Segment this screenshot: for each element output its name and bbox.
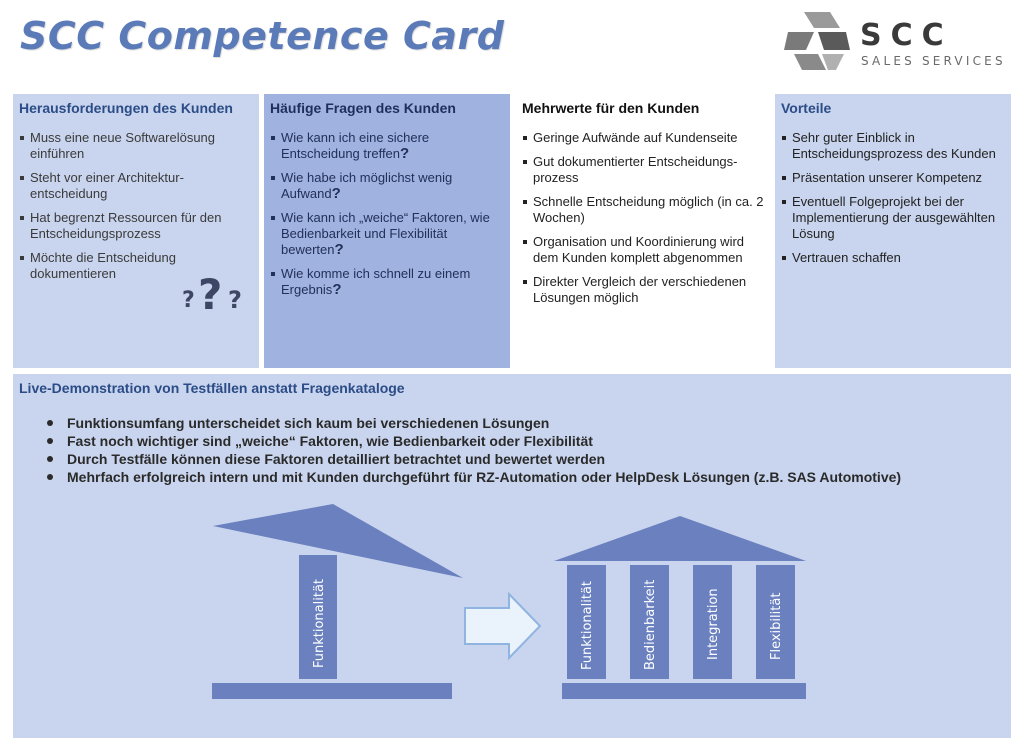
list-item — [270, 170, 504, 202]
advantages-panel — [775, 94, 1011, 368]
left-base — [212, 683, 452, 699]
list-item: Steht vor einer Architektur-entscheidung — [19, 170, 253, 202]
question-mark-small: ? — [182, 288, 195, 313]
list-item-text: Wie kann ich eine sichere Entscheidung treffen — [281, 130, 430, 161]
pillar-3-label: Integration — [706, 588, 721, 660]
question-mark: ? — [331, 185, 341, 202]
list-item: Sehr guter Einblick in Entscheidungsprozess des Kunden — [781, 130, 1005, 162]
pillar-4-label: Flexibilität — [769, 592, 784, 660]
question-mark-large: ? — [198, 270, 223, 319]
question-mark: ? — [400, 145, 410, 162]
challenges-heading: Herausforderungen des Kunden — [19, 100, 233, 116]
benefits-list — [522, 130, 764, 306]
tilted-roof — [213, 504, 463, 578]
list-item: Muss eine neue Softwarelösung einführen — [19, 130, 253, 162]
list-item-text: Wie komme ich schnell zu einem Ergebnis — [281, 266, 471, 297]
list-item: Vertrauen schaffen — [781, 250, 1005, 266]
pillar-diagram — [13, 374, 1011, 738]
list-item: Fast noch wichtiger sind „weiche“ Faktoren, wie Bedienbarkeit oder Flexibilität — [45, 432, 901, 450]
logo-mark-icon — [784, 10, 850, 72]
scc-logo — [784, 10, 1014, 72]
question-mark: ? — [332, 281, 342, 298]
list-item-text: Wie habe ich möglichst wenig Aufwand — [281, 170, 453, 201]
advantages-list — [781, 130, 1005, 266]
list-item: Direkter Vergleich der verschiedenen Lösungen möglich — [522, 274, 764, 306]
left-pillar-label: Funktionalität — [312, 578, 327, 668]
question-marks-icon — [182, 270, 252, 320]
temple-base — [562, 683, 806, 699]
list-item: Funktionsumfang unterscheidet sich kaum bei verschiedenen Lösungen — [45, 414, 901, 432]
list-item: Schnelle Entscheidung möglich (in ca. 2 Wochen) — [522, 194, 764, 226]
temple-roof — [554, 516, 806, 561]
list-item-text: Wie kann ich „weiche“ Faktoren, wie Bedienbarkeit und Flexibilität bewerten — [281, 210, 490, 257]
list-item — [270, 210, 504, 258]
list-item — [270, 130, 504, 162]
benefits-panel — [516, 94, 770, 368]
pillar-1-label: Funktionalität — [580, 580, 595, 670]
questions-heading: Häufige Fragen des Kunden — [270, 100, 456, 116]
challenges-panel — [13, 94, 259, 368]
logo-subtitle: SALES SERVICES — [861, 54, 1006, 68]
question-mark-small: ? — [228, 286, 242, 314]
arrow-right-icon — [465, 594, 540, 658]
challenges-list — [19, 130, 253, 282]
list-item — [270, 266, 504, 298]
list-item: Gut dokumentierter Entscheidungs-prozess — [522, 154, 764, 186]
list-item: Möchte die Entscheidung dokumentieren — [19, 250, 253, 282]
logo-name: SCC — [860, 18, 953, 53]
list-item: Organisation und Koordinierung wird dem Kunden komplett abgenommen — [522, 234, 764, 266]
list-item: Geringe Aufwände auf Kundenseite — [522, 130, 764, 146]
questions-list — [270, 130, 504, 298]
list-item: Präsentation unserer Kompetenz — [781, 170, 1005, 186]
list-item: Durch Testfälle können diese Faktoren detailliert betrachtet und bewertet werden — [45, 450, 901, 468]
page-title: SCC Competence Card — [20, 14, 505, 58]
benefits-heading: Mehrwerte für den Kunden — [522, 100, 700, 116]
list-item: Eventuell Folgeprojekt bei der Implementierung der ausgewählten Lösung — [781, 194, 1005, 242]
live-demo-heading: Live-Demonstration von Testfällen anstatt Fragenkataloge — [19, 380, 405, 396]
list-item: Mehrfach erfolgreich intern und mit Kunden durchgeführt für RZ-Automation oder HelpDesk Lösungen (z.B. SAS Automotive) — [45, 468, 901, 486]
list-item: Hat begrenzt Ressourcen für den Entscheidungsprozess — [19, 210, 253, 242]
question-mark: ? — [334, 241, 344, 258]
pillar-2-label: Bedienbarkeit — [643, 579, 658, 670]
questions-panel — [264, 94, 510, 368]
advantages-heading: Vorteile — [781, 100, 832, 116]
live-demo-panel — [13, 374, 1011, 738]
